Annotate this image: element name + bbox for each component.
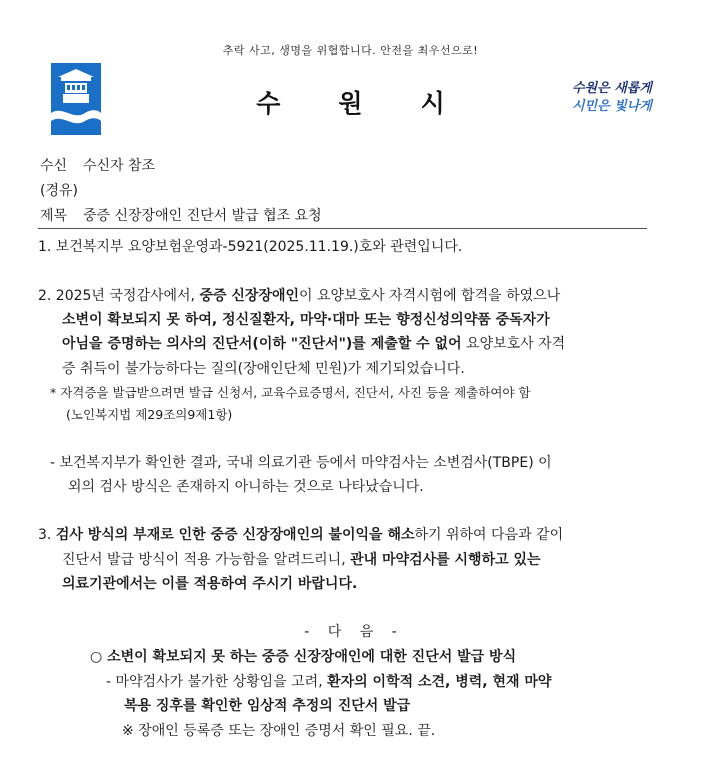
header-divider	[38, 228, 647, 229]
recipient-value: 수신자 참조	[83, 158, 156, 174]
sub-dash-line-2: 복용 징후를 확인한 임상적 추정의 진단서 발급	[124, 698, 411, 714]
da-eum-heading: - 다 음 -	[304, 624, 397, 640]
item-2-line-2: 소변이 확보되지 못 하여, 정신질환자, 마약·대마 또는 향정신성의약품 중독자가	[62, 312, 550, 328]
item-3-line-2: 진단서 발급 방식이 적용 가능함을 알려드리니, 관내 마약검사를 시행하고 있는	[62, 552, 541, 568]
item-2-line-3: 아님을 증명하는 의사의 진단서(이하 "진단서")를 제출할 수 없어 요양보호사 자격	[62, 336, 566, 352]
item-2-bold-1: 중증 신장장애인	[199, 288, 300, 304]
note-1-line-1: * 자격증을 발급받으려면 발급 신청서, 교육수료증명서, 진단서, 사진 등을 제출하여야 함	[50, 385, 531, 400]
ref-note: ※ 장애인 등록증 또는 장애인 증명서 확인 필요. 끝.	[122, 723, 436, 739]
brand-line-1: 수원은 새롭게	[572, 81, 652, 96]
dash-1-line-1: - 보건복지부가 확인한 결과, 국내 의료기관 등에서 마약검사는 소변검사(TBPE) 이	[50, 455, 552, 471]
sub-dash-line-1: - 마약검사가 불가한 상황임을 고려, 환자의 이학적 소견, 병력, 현재 마약	[106, 674, 552, 690]
subject-label: 제목	[40, 208, 68, 224]
safety-slogan: 추락 사고, 생명을 위협합니다. 안전을 최우선으로!	[222, 44, 479, 57]
item-3-line-3: 의료기관에서는 이를 적용하여 주시기 바랍니다.	[62, 576, 358, 592]
recipient-label: 수신	[40, 158, 68, 174]
item-1: 1. 보건복지부 요양보험운영과-5921(2025.11.19.)호와 관련입니다.	[38, 239, 463, 255]
subject-value: 중증 신장장애인 진단서 발급 협조 요청	[83, 208, 322, 224]
recipient-row	[40, 155, 155, 177]
brand-slogan	[572, 80, 652, 116]
brand-line-2: 시민은 빛나게	[572, 99, 652, 114]
circle-item: ○ 소변이 확보되지 못 하는 중증 신장장애인에 대한 진단서 발급 방식	[90, 649, 517, 665]
item-3-line-1: 3. 검사 방식의 부재로 인한 중증 신장장애인의 불이익을 해소하기 위하여 다음과 같이	[38, 527, 564, 543]
note-1-line-2: (노인복지법 제29조의9제1항)	[66, 407, 233, 422]
dash-1-line-2: 외의 검사 방식은 존재하지 아니하는 것으로 나타났습니다.	[68, 479, 424, 495]
item-2-line-4: 증 취득이 불가능하다는 질의(장애인단체 민원)가 제기되었습니다.	[62, 361, 465, 377]
subject-row	[40, 205, 322, 227]
organization-name: 수원시	[256, 89, 503, 118]
via-row: (경유)	[40, 183, 78, 199]
item-2-line-1: 2. 2025년 국정감사에서, 중증 신장장애인이 요양보호사 자격시험에 합격을 하였으나	[38, 288, 561, 304]
